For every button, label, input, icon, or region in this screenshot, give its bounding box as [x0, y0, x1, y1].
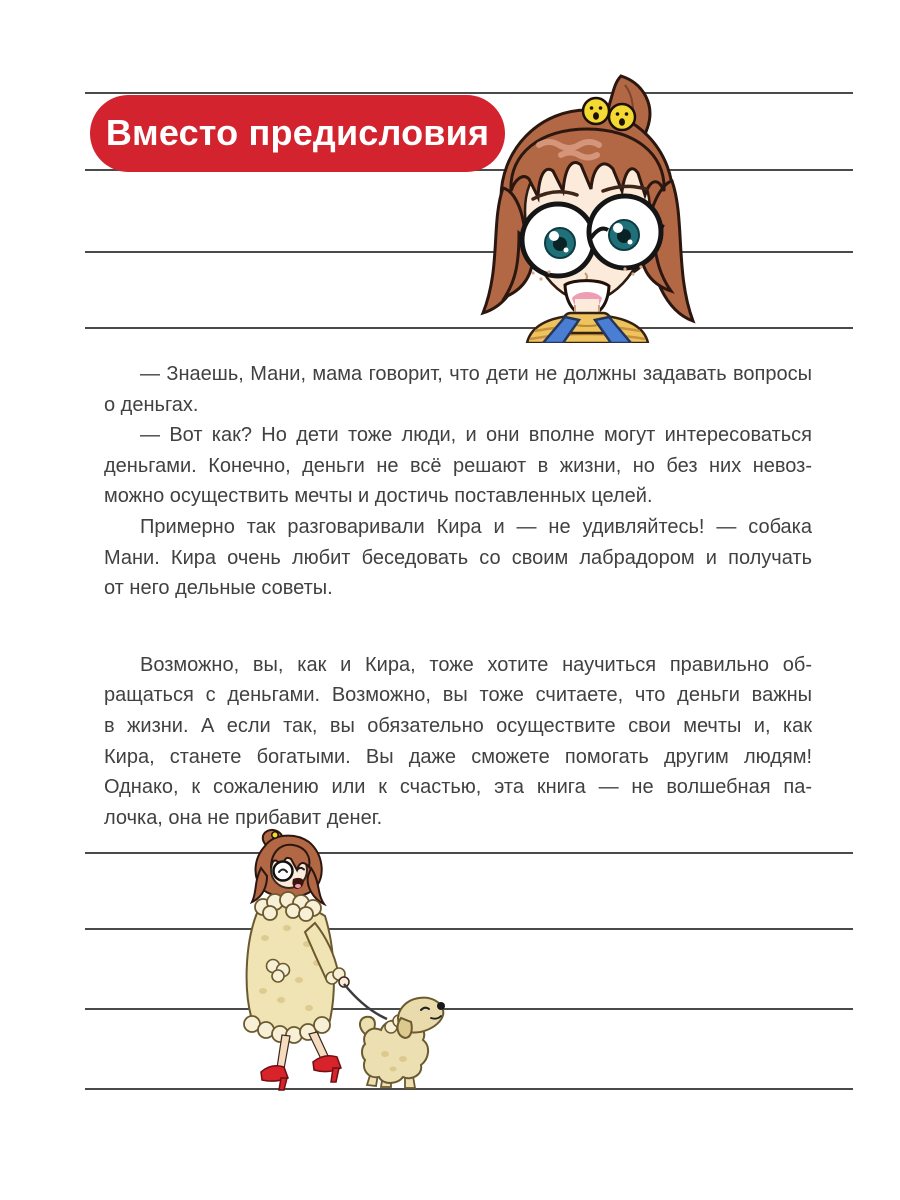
text-line: деньгами. Конечно, деньги не всё решают в жизни, но без них невоз- [104, 454, 812, 477]
smiley-hairclip-icon [583, 98, 609, 124]
chapter-title-banner [90, 95, 505, 172]
girl-portrait-illustration [475, 73, 700, 343]
ruled-line [85, 92, 853, 94]
ruled-line [85, 928, 853, 930]
dog-ear [398, 1018, 412, 1038]
paragraph [104, 420, 812, 512]
girl-walking-dog-illustration [235, 828, 450, 1093]
dog-nose [437, 1002, 445, 1010]
text-line: Кира, станете богатыми. Вы даже сможете помогать другим людям! [104, 745, 812, 768]
text-line: лочка, она не прибавит денег. [104, 806, 383, 829]
ruled-line [85, 852, 853, 854]
text-line: в жизни. А если так, вы обязательно осуществите свои мечты и, как [104, 714, 812, 737]
text-line: о деньгах. [104, 393, 199, 416]
text-line: Однако, к сожалению или к счастью, эта книга — не волшебная па- [104, 776, 812, 799]
paragraph [104, 512, 812, 604]
text-line: Примерно так разговаривали Кира и — не удивляйтесь! — собака [140, 515, 812, 538]
leash [344, 984, 387, 1019]
red-high-heels [261, 1056, 341, 1090]
hair-tie [272, 832, 278, 838]
fur-coat [244, 892, 345, 1043]
ruled-line [85, 327, 853, 329]
text-line: ращаться с деньгами. Возможно, вы тоже считаете, что деньги важны [104, 684, 812, 707]
text-line: — Вот как? Но дети тоже люди, и они вполне могут интересоваться [140, 424, 812, 447]
body-text [104, 359, 812, 833]
paragraph [104, 359, 812, 420]
text-line: — Знаешь, Мани, мама говорит, что дети не должны задавать вопросы [140, 363, 812, 385]
text-line: можно осуществить мечты и достичь поставленных целей. [104, 485, 653, 508]
smiley-hairclip-icon [609, 104, 635, 130]
ruled-line [85, 251, 853, 253]
ruled-line [85, 1088, 853, 1090]
paragraph [104, 650, 812, 834]
text-line: Возможно, вы, как и Кира, тоже хотите научиться правильно об- [140, 653, 812, 676]
torso [527, 299, 648, 343]
fur-collar [255, 892, 321, 921]
text-line: от него дельные советы. [104, 577, 333, 600]
ruled-line [85, 1008, 853, 1010]
chapter-title: Вместо предисловия [105, 111, 490, 153]
text-line: Мани. Кира очень любит беседовать со своим лабрадором и получать [104, 546, 812, 569]
